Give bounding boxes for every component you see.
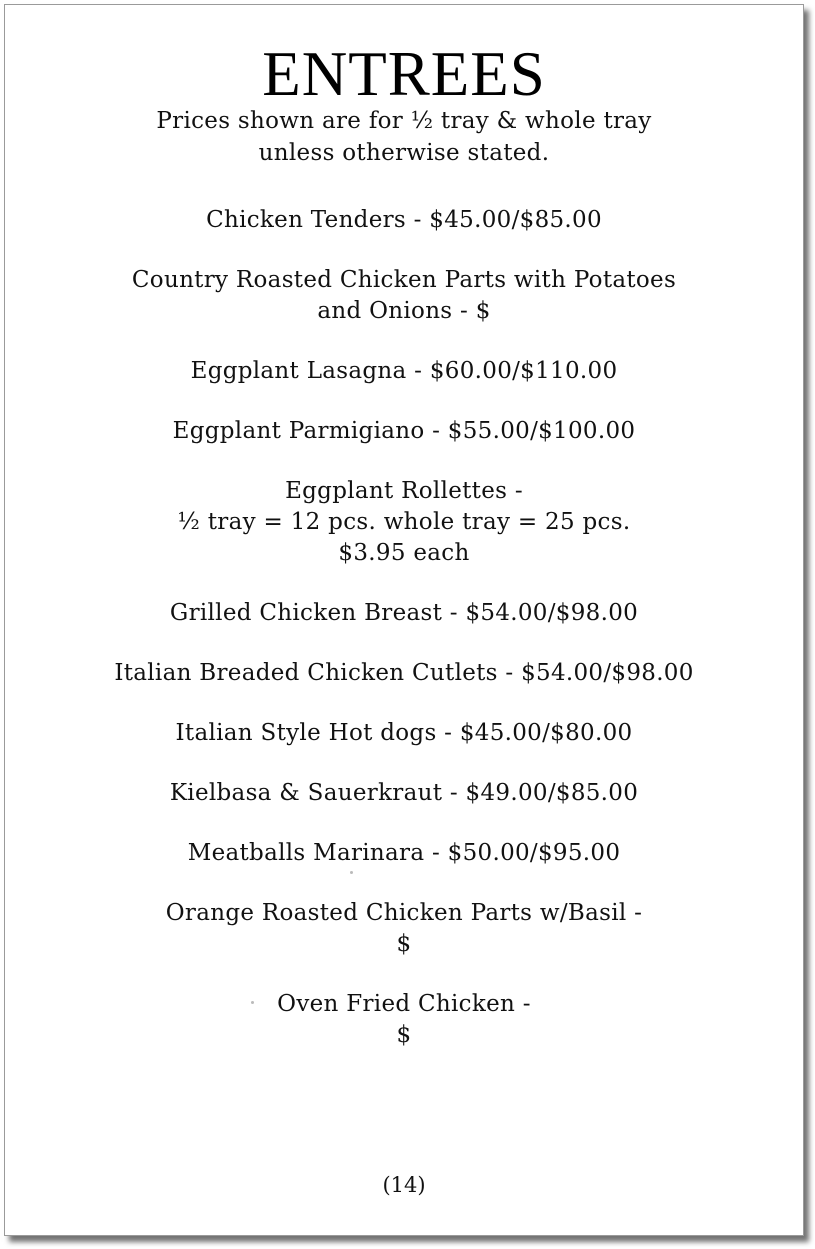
menu-item-line: Meatballs Marinara - $50.00/$95.00 (187, 840, 621, 866)
menu-item-line: Grilled Chicken Breast - $54.00/$98.00 (169, 600, 639, 626)
menu-item-line: and Onions - $ (317, 298, 491, 324)
menu-item (5, 598, 803, 629)
menu-item (5, 356, 803, 387)
menu-item (5, 658, 803, 689)
menu-item-line: Orange Roasted Chicken Parts w/Basil - (165, 900, 643, 926)
price-note-line-1: Prices shown are for ½ tray & whole tray (156, 108, 652, 134)
menu-item (5, 205, 803, 236)
menu-item (5, 476, 803, 569)
menu-item-line: $3.95 each (338, 540, 470, 566)
menu-item-line: Italian Breaded Chicken Cutlets - $54.00/$98.00 (114, 660, 694, 686)
menu-item-line: Chicken Tenders - $45.00/$85.00 (206, 207, 602, 233)
menu-item-line: $ (396, 1022, 412, 1048)
menu-item-line: Eggplant Rollettes - (285, 478, 523, 504)
menu-item-line: $ (396, 931, 412, 957)
menu-item (5, 718, 803, 749)
menu-item-line: ½ tray = 12 pcs. whole tray = 25 pcs. (177, 509, 631, 535)
menu-item (5, 416, 803, 447)
price-note (5, 105, 803, 169)
menu-item (5, 265, 803, 327)
menu-item-line: Eggplant Lasagna - $60.00/$110.00 (190, 358, 618, 384)
price-note-line-2: unless otherwise stated. (258, 140, 550, 166)
menu-item-line: Kielbasa & Sauerkraut - $49.00/$85.00 (169, 780, 639, 806)
paper-speck (251, 1001, 254, 1004)
menu-item-line: Country Roasted Chicken Parts with Potatoes (131, 267, 677, 293)
menu-page (4, 4, 804, 1236)
menu-item (5, 778, 803, 809)
menu-item-line: Eggplant Parmigiano - $55.00/$100.00 (172, 418, 636, 444)
menu-item (5, 838, 803, 869)
menu-item-line: Italian Style Hot dogs - $45.00/$80.00 (175, 720, 633, 746)
page-number: (14) (382, 1173, 426, 1197)
menu-item (5, 989, 803, 1051)
menu-item (5, 898, 803, 960)
page-title: ENTREES (262, 39, 546, 109)
entree-list (5, 205, 803, 1080)
menu-item-line: Oven Fried Chicken - (277, 991, 531, 1017)
paper-speck (350, 871, 353, 874)
